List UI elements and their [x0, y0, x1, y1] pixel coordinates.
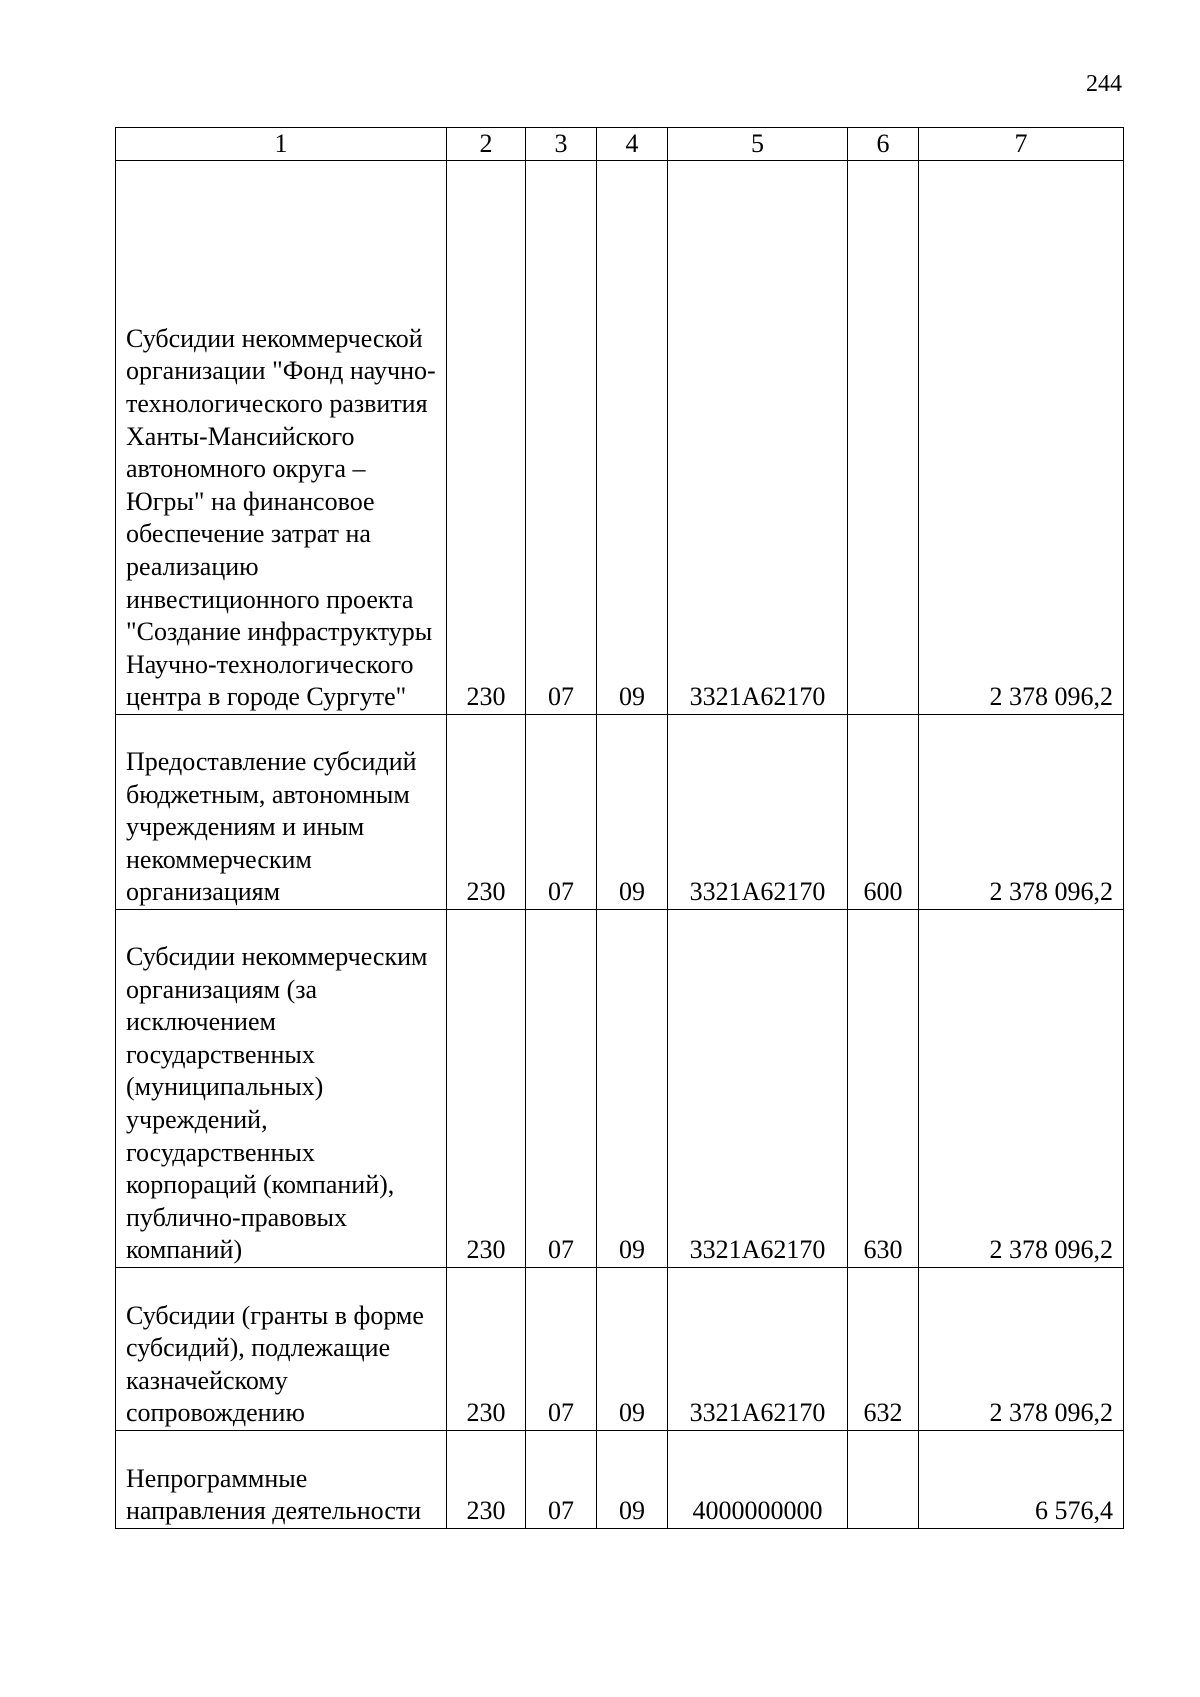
- row-cell-col6: 630: [848, 910, 919, 1268]
- row-cell-col3: 07: [526, 1268, 597, 1431]
- row-cell-col5: 4000000000: [668, 1431, 848, 1529]
- page-number: 244: [1086, 71, 1122, 97]
- row-cell-col4: 09: [597, 161, 668, 715]
- row-cell-col6: 632: [848, 1268, 919, 1431]
- row-cell-col6: [848, 1431, 919, 1529]
- row-cell-col3: 07: [526, 161, 597, 715]
- row-amount-cell: 2 378 096,2: [919, 715, 1124, 910]
- row-cell-col3: 07: [526, 1431, 597, 1529]
- column-header: 4: [597, 128, 668, 161]
- row-cell-col5: 3321А62170: [668, 910, 848, 1268]
- row-cell-col2: 230: [447, 1431, 526, 1529]
- row-amount-cell: 2 378 096,2: [919, 910, 1124, 1268]
- row-cell-col2: 230: [447, 161, 526, 715]
- row-cell-col5: 3321А62170: [668, 715, 848, 910]
- column-header: 3: [526, 128, 597, 161]
- row-name-cell: Субсидии некоммерческой организации "Фонд научно-технологического развития Ханты-Мансийского автономного округа – Югры" на финансовое обеспечение затрат на реализацию инвестиционного проекта "Создание инфраструктуры Научно-технологического центра в городе Сургуте": [116, 161, 447, 715]
- row-cell-col6: 600: [848, 715, 919, 910]
- budget-table: [115, 127, 1124, 1529]
- row-cell-col5: 3321А62170: [668, 161, 848, 715]
- row-name-cell: Субсидии (гранты в форме субсидий), подлежащие казначейскому сопровождению: [116, 1268, 447, 1431]
- row-name-cell: Субсидии некоммерческим организациям (за исключением государственных (муниципальных) учреждений, государственных корпораций (компаний), публично-правовых компаний): [116, 910, 447, 1268]
- column-header: 2: [447, 128, 526, 161]
- row-cell-col4: 09: [597, 1431, 668, 1529]
- row-cell-col3: 07: [526, 910, 597, 1268]
- table-row: [116, 1268, 1124, 1431]
- table-header-row: [116, 128, 1124, 161]
- row-cell-col4: 09: [597, 715, 668, 910]
- row-cell-col6: [848, 161, 919, 715]
- row-cell-col2: 230: [447, 910, 526, 1268]
- row-cell-col2: 230: [447, 1268, 526, 1431]
- row-cell-col4: 09: [597, 910, 668, 1268]
- row-name-cell: Предоставление субсидий бюджетным, автономным учреждениям и иным некоммерческим организациям: [116, 715, 447, 910]
- row-amount-cell: 2 378 096,2: [919, 161, 1124, 715]
- row-cell-col3: 07: [526, 715, 597, 910]
- column-header: 6: [848, 128, 919, 161]
- column-header: 7: [919, 128, 1124, 161]
- column-header: 5: [668, 128, 848, 161]
- table-row: [116, 1431, 1124, 1529]
- table-row: [116, 161, 1124, 715]
- row-amount-cell: 2 378 096,2: [919, 1268, 1124, 1431]
- row-amount-cell: 6 576,4: [919, 1431, 1124, 1529]
- row-cell-col5: 3321А62170: [668, 1268, 848, 1431]
- row-cell-col2: 230: [447, 715, 526, 910]
- row-name-cell: Непрограммные направления деятельности: [116, 1431, 447, 1529]
- column-header: 1: [116, 128, 447, 161]
- table-row: [116, 910, 1124, 1268]
- table-row: [116, 715, 1124, 910]
- row-cell-col4: 09: [597, 1268, 668, 1431]
